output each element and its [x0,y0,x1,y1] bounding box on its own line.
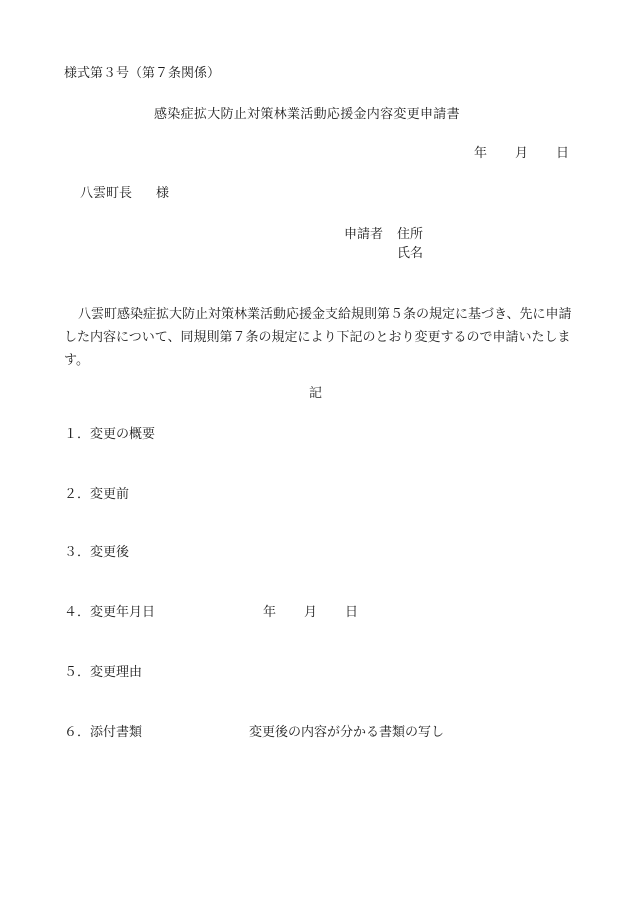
item-label-after-change: 変更後 [90,545,130,560]
date-day-label: 日 [556,146,570,161]
body-paragraph: 八雲町感染症拡大防止対策林業活動応援金支給規則第５条の規定に基づき、先に申請した内容について、同規則第７条の規定により下記のとおり変更するので申請いたします。 [64,307,572,368]
change-date-day-label: 日 [345,605,359,620]
date-month-label: 月 [515,146,529,161]
item-label-change-reason: 変更理由 [90,665,143,680]
addressee-honorific: 様 [156,186,170,201]
attachment-description: 変更後の内容が分かる書類の写し [249,725,445,740]
ki-heading: 記 [309,386,323,401]
date-year-label: 年 [474,146,488,161]
change-date-month-label: 月 [304,605,318,620]
applicant-address-label: 住所 [397,227,424,242]
item-number: ３． [64,545,91,560]
item-number: ４． [64,605,91,620]
item-label-change-date: 変更年月日 [90,605,156,620]
item-label-before-change: 変更前 [90,487,130,502]
change-date-year-label: 年 [263,605,277,620]
item-number: ５． [64,665,91,680]
applicant-label: 申請者 [344,227,384,242]
applicant-name-label: 氏名 [397,246,424,261]
item-label-change-summary: 変更の概要 [90,427,156,442]
item-number: １． [64,427,91,442]
document-title: 感染症拡大防止対策林業活動応援金内容変更申請書 [154,107,460,122]
addressee-name: 八雲町長 [80,186,133,201]
item-number: ２． [64,487,91,502]
item-label-attachments: 添付書類 [90,725,143,740]
item-number: ６． [64,725,91,740]
form-number: 様式第３号（第７条関係） [64,66,221,81]
